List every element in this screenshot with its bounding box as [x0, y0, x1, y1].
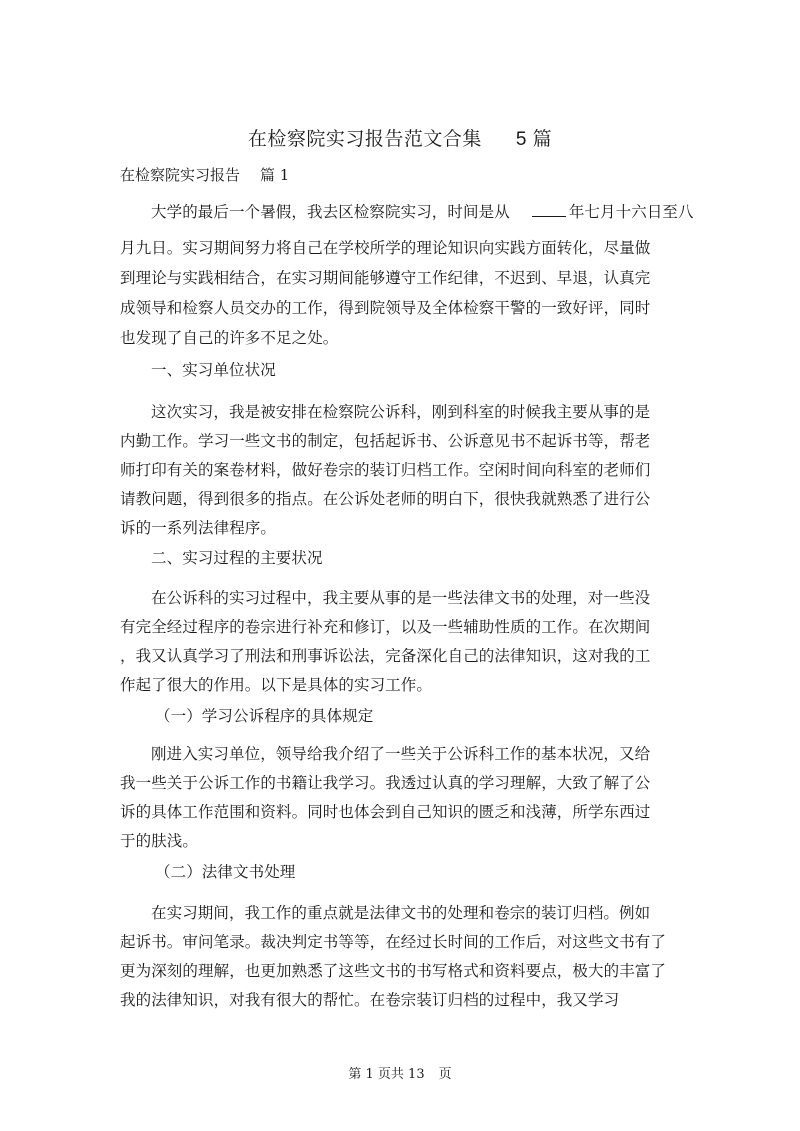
paragraph-line: 于的肤浅。	[120, 832, 199, 850]
paragraph-line: 起诉书。审问笔录。裁决判定书等等，在经过长时间的工作后，对这些文书有了	[120, 933, 667, 951]
text-span: 年七月十六日至八	[568, 203, 694, 221]
document-title	[0, 124, 800, 151]
paragraph-line: 也发现了自己的许多不足之处。	[120, 329, 339, 347]
page-footer	[0, 1063, 800, 1082]
paragraph-line: 刚进入实习单位，领导给我介绍了一些关于公诉科工作的基本状况，又给	[151, 745, 651, 763]
subtitle-part: 篇 1	[260, 166, 290, 184]
blank-underline	[532, 215, 566, 217]
text-span: 大学的最后一个暑假，我去区检察院实习，时间是从	[151, 203, 510, 221]
section-heading	[120, 164, 289, 185]
title-main: 在检察院实习报告范文合集	[247, 128, 482, 150]
heading-2: 二、实习过程的主要状况	[151, 549, 323, 567]
paragraph-line: 月九日。实习期间努力将自己在学校所学的理论知识向实践方面转化，尽量做	[120, 239, 651, 257]
paragraph-line: 在公诉科的实习过程中，我主要从事的是一些法律文书的处理，对一些没	[151, 589, 651, 607]
page-number: 第 1 页共 13	[348, 1067, 425, 1082]
subtitle-main: 在检察院实习报告	[120, 166, 241, 184]
heading-4: （二）法律文书处理	[155, 863, 296, 881]
paragraph-line: 到理论与实践相结合，在实习期间能够遵守工作纪律，不迟到、早退，认真完	[120, 269, 651, 287]
paragraph-line: 作起了很大的作用。以下是具体的实习工作。	[120, 676, 433, 694]
paragraph-line	[151, 200, 694, 222]
paragraph-line: 诉的具体工作范围和资料。同时也体会到自己知识的匮乏和浅薄，所学东西过	[120, 803, 651, 821]
heading-3: （一）学习公诉程序的具体规定	[155, 707, 374, 725]
title-count: 5 篇	[515, 129, 553, 150]
paragraph-line: 内勤工作。学习一些文书的制定，包括起诉书、公诉意见书不起诉书等，帮老	[120, 432, 651, 450]
paragraph-line: 请教问题，得到很多的指点。在公诉处老师的明白下，很快我就熟悉了进行公	[120, 490, 651, 508]
paragraph-line: 我一些关于公诉工作的书籍让我学习。我透过认真的学习理解，大致了解了公	[120, 774, 651, 792]
paragraph-line: 师打印有关的案卷材料，做好卷宗的装订归档工作。空闲时间向科室的老师们	[120, 461, 651, 479]
paragraph-line: ，我又认真学习了刑法和刑事诉讼法，完备深化自己的法律知识，这对我的工	[120, 647, 651, 665]
paragraph-line: 诉的一系列法律程序。	[120, 519, 277, 537]
paragraph-line: 我的法律知识，对我有很大的帮忙。在卷宗装订归档的过程中，我又学习	[120, 991, 620, 1009]
page-suffix: 页	[438, 1067, 452, 1082]
paragraph-line: 有完全经过程序的卷宗进行补充和修订，以及一些辅助性质的工作。在次期间	[120, 618, 651, 636]
paragraph-line: 更为深刻的理解，也更加熟悉了这些文书的书写格式和资料要点，极大的丰富了	[120, 962, 667, 980]
paragraph-line: 成领导和检察人员交办的工作，得到院领导及全体检察干警的一致好评，同时	[120, 299, 651, 317]
heading-1: 一、实习单位状况	[151, 361, 276, 379]
paragraph-line: 在实习期间，我工作的重点就是法律文书的处理和卷宗的装订归档。例如	[151, 904, 651, 922]
paragraph-line: 这次实习，我是被安排在检察院公诉科，刚到科室的时候我主要从事的是	[151, 403, 651, 421]
